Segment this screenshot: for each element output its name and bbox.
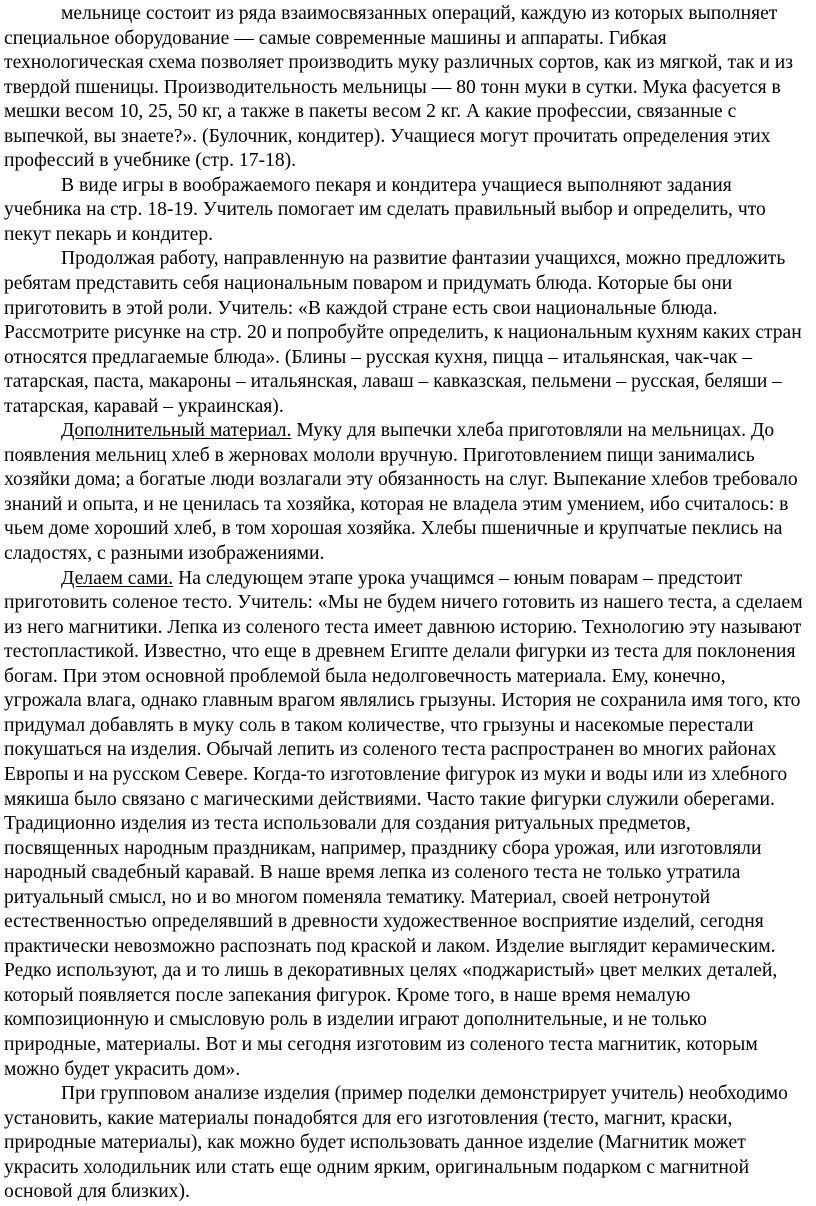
paragraph-mill-production xyxy=(4,2,806,174)
text-line: Продолжая работу, направленную на развитие фантазии учащихся, можно xyxy=(61,248,682,270)
text-line: подарком с магнитной основой для близких). xyxy=(4,1156,750,1203)
text-line: материала. Ему, конечно, угрожала влага, однако главным врагом являлись грызуны. xyxy=(4,665,726,712)
text-line: невозможно распознать под краской и лаком. Изделие выглядит керамическим. Редко xyxy=(4,935,776,982)
text-line: что грызуны и насекомые перестали покушаться на изделия. Обычай лепить из соленого xyxy=(4,714,754,761)
text-line: предложить ребятам представить себя национальным поваром и придумать блюда. xyxy=(4,248,786,295)
text-line: мельнице состоит из ряда взаимосвязанных операций, каждую из которых xyxy=(61,3,684,24)
paragraph-additional-material xyxy=(4,419,806,566)
text-line: Муку для выпечки хлеба приготовляли на мельницах. xyxy=(291,420,747,442)
text-line: необходимо установить, какие материалы понадобятся для его изготовления (тесто, xyxy=(4,1083,788,1129)
text-line: выполняет специальное оборудование — самые современные машины и аппараты. Гибкая xyxy=(4,3,778,49)
section-heading-additional-material: Дополнительный материал. xyxy=(61,420,292,442)
text-line: (Магнитик может украсить холодильник или стать еще одним ярким, оригинальным xyxy=(4,1132,746,1178)
text-line: магическими действиями. Часто такие фигурки служили оберегами. Традиционно изделия xyxy=(4,788,775,835)
text-line: фасуется в мешки весом 10, 25, 50 кг, а также в пакеты весом 2 кг. А какие профессии, xyxy=(4,76,781,123)
text-line: праздникам, например, празднику сбора урожая, или изготовляли народный свадебный xyxy=(4,837,762,884)
text-line: умением, ибо считалось: в чьем доме хороший хлеб, в том хорошая хозяйка. Хлебы xyxy=(4,493,789,540)
text-line: В виде игры в воображаемого пекаря и кондитера учащиеся выполняют задания xyxy=(61,174,732,196)
text-line: приготовить соленое тесто. Учитель: «Мы не будем ничего готовить из нашего теста, а xyxy=(4,592,731,614)
text-line: композиционную и смысловую роль в изделии играют дополнительные, и не только xyxy=(4,1009,707,1031)
text-line: определения этих профессий в учебнике (стр. 17-18). xyxy=(4,125,771,172)
text-line: национальным кухням каких стран относятся предлагаемые блюда». (Блины – русская xyxy=(4,322,802,368)
text-line: и из твердой пшеницы. Производительность мельницы — 80 тонн муки в сутки. Мука xyxy=(4,52,793,98)
text-line: кавказская, пельмени – русская, беляши – татарская, каравай – украинская). xyxy=(4,371,783,417)
text-line: определявший в древности художественное восприятие изделий, сегодня практически xyxy=(4,911,764,957)
text-line: пшеничные и крупчатые пеклись на сладостях, с разными изображениями. xyxy=(4,518,783,565)
text-line: теста для поклонения богам. При этом основной проблемой была недолговечность xyxy=(4,641,796,687)
text-line: можно будет украсить дом». xyxy=(4,1058,241,1080)
text-line: сделаем из него магнитики. Лепка из соленого теста имеет давнюю историю. Технологию xyxy=(4,592,803,638)
paragraph-do-it-yourself xyxy=(4,567,806,1082)
text-line: кухня, пицца – итальянская, чак-чак – татарская, паста, макароны – итальянская, лаваш – xyxy=(4,346,753,393)
text-line: Которые бы они приготовить в этой роли. Учитель: «В каждой стране есть свои xyxy=(4,273,733,319)
paragraph-baker-game xyxy=(4,174,806,248)
text-line: хлебов требовало знаний и опыта, и не ценилась та хозяйка, которая не владела этим xyxy=(4,469,798,515)
section-heading-do-it-yourself: Делаем сами. xyxy=(61,567,174,589)
text-line: учебника на стр. 18-19. Учитель помогает им сделать правильный выбор и определить, xyxy=(4,199,733,221)
text-line: эту называют тестопластикой. Известно, что еще в древнем Египте делали фигурки из xyxy=(4,616,802,663)
text-line: связанные с выпечкой, вы знаете?». (Булочник, кондитер). Учащиеся могут прочитать xyxy=(4,101,737,147)
text-line: что пекут пекарь и кондитер. xyxy=(4,199,766,245)
paragraph-group-analysis xyxy=(4,1082,806,1205)
text-line: изготовление фигурок из муки и воды или из хлебного мякиша было связано с xyxy=(4,763,788,810)
text-line: технологическая схема позволяет производить муку различных сортов, как из мягкой, так xyxy=(4,52,755,74)
paragraph-national-dishes xyxy=(4,247,806,419)
text-line: из теста использовали для создания ритуальных предметов, посвященных народным xyxy=(4,813,691,859)
text-line: который появляется после запекания фигурок. Кроме того, в наше время немалую xyxy=(4,984,691,1006)
text-line: природные, материалы. Вот и мы сегодня изготовим из соленого теста магнитик, которым xyxy=(4,1033,758,1055)
text-line: При групповом анализе изделия (пример поделки демонстрирует учитель) xyxy=(61,1083,684,1105)
text-line: национальные блюда. Рассмотрите рисунке на стр. 20 и попробуйте определить, к xyxy=(4,297,718,344)
text-line: каравай. В наше время лепка из соленого теста не только утратила ритуальный смысл, но xyxy=(4,862,741,908)
text-line: и во многом поменяла тематику. Материал, своей нетронутой естественностью xyxy=(4,886,711,933)
text-line: занимались хозяйки дома; а богатые люди возлагали эту обязанность на слуг. Выпекание xyxy=(4,444,755,491)
text-line: На следующем этапе урока учащимся – юным поварам – предстоит xyxy=(173,567,743,589)
text-line: До появления мельниц хлеб в жерновах мололи вручную. Приготовлением пищи xyxy=(4,420,775,466)
text-line: теста распространен во многих районах Европы и на русском Севере. Когда-то xyxy=(4,739,777,785)
text-line: используют, да и то лишь в декоративных целях «поджаристый» цвет мелких деталей, xyxy=(56,960,778,982)
text-line: История не сохранила имя того, кто придумал добавлять в муку соль в таком количестве, xyxy=(4,690,801,736)
text-line: магнит, краски, природные материалы), как можно будет использовать данное изделие xyxy=(4,1107,733,1154)
